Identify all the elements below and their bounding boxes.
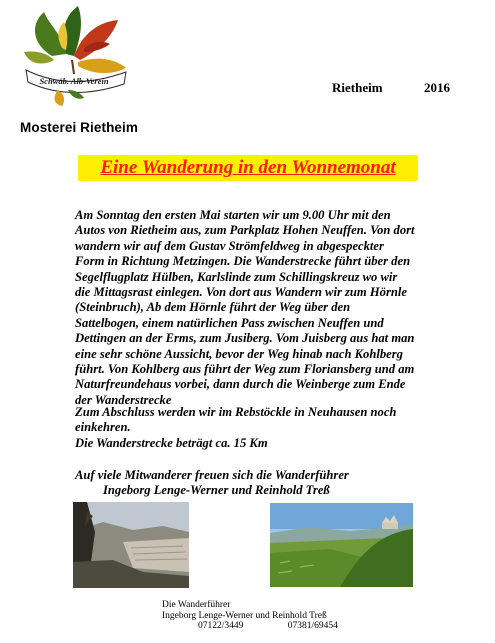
club-logo (22, 4, 144, 108)
guide-names: Ingeborg Lenge-Werner und Reinhold Treß (103, 483, 330, 498)
place-name: Rietheim (332, 80, 383, 95)
phone-1: 07122/3449 (198, 621, 244, 631)
phone-2: 07381/69454 (287, 621, 338, 631)
footer-phones (162, 621, 338, 632)
logo-caption: Mosterei Rietheim (20, 120, 138, 135)
description-text: Am Sonntag den ersten Mai starten wir um 9.00 Uhr mit den Autos von Rietheim aus, zum Parkplatz Hohen Neuffen. Von dort wandern wir auf dem Gustav Strömfeldweg in abgespeckter Form in Richtung Metzingen. Die Wanderstrecke führt über den Segelflugplatz Hülben, Karlslinde zum Schillingskreuz wo wir die Mittagsrast einlegen. Von dort aus Wandern wir zum Hörnle (Steinbruch), Ab dem Hörnle führt der Weg über den Sattelbogen, einem natürlichen Pass zwischen Neuffen und Dettingen an der Erms, zum Jusiberg. Vom Juisberg aus hat man eine sehr schöne Aussicht, bevor der Weg hinab nach Kohlberg führt. Von Kohlberg aus führt der Weg zum Floriansberg und am Naturfreundehaus vorbei, dann durch die Weinberge zum Ende der Wanderstrecke (75, 208, 415, 407)
footer (162, 600, 338, 632)
invite-line: Auf viele Mitwanderer freuen sich die Wanderführer (75, 468, 349, 482)
footer-names: Ingeborg Lenge-Werner und Reinhold Treß (162, 610, 327, 621)
invite-paragraph (75, 468, 435, 499)
quarry-photo (73, 502, 189, 588)
closing-paragraph (75, 405, 420, 451)
footer-label: Die Wanderführer (162, 600, 231, 610)
title-banner (78, 155, 418, 181)
closing-line-2: Die Wanderstrecke beträgt ca. 15 Km (75, 435, 268, 450)
description-paragraph (75, 208, 415, 408)
svg-text:Schwäb. Alb-Verein: Schwäb. Alb-Verein (39, 76, 109, 86)
closing-line-1: Zum Abschluss werden wir im Rebstöckle in Neuhausen noch einkehren. (75, 405, 397, 435)
page-title: Eine Wanderung in den Wonnemonat (100, 157, 396, 178)
valley-photo (270, 503, 413, 587)
year: 2016 (424, 80, 450, 95)
leaves-logo-icon (22, 4, 144, 108)
